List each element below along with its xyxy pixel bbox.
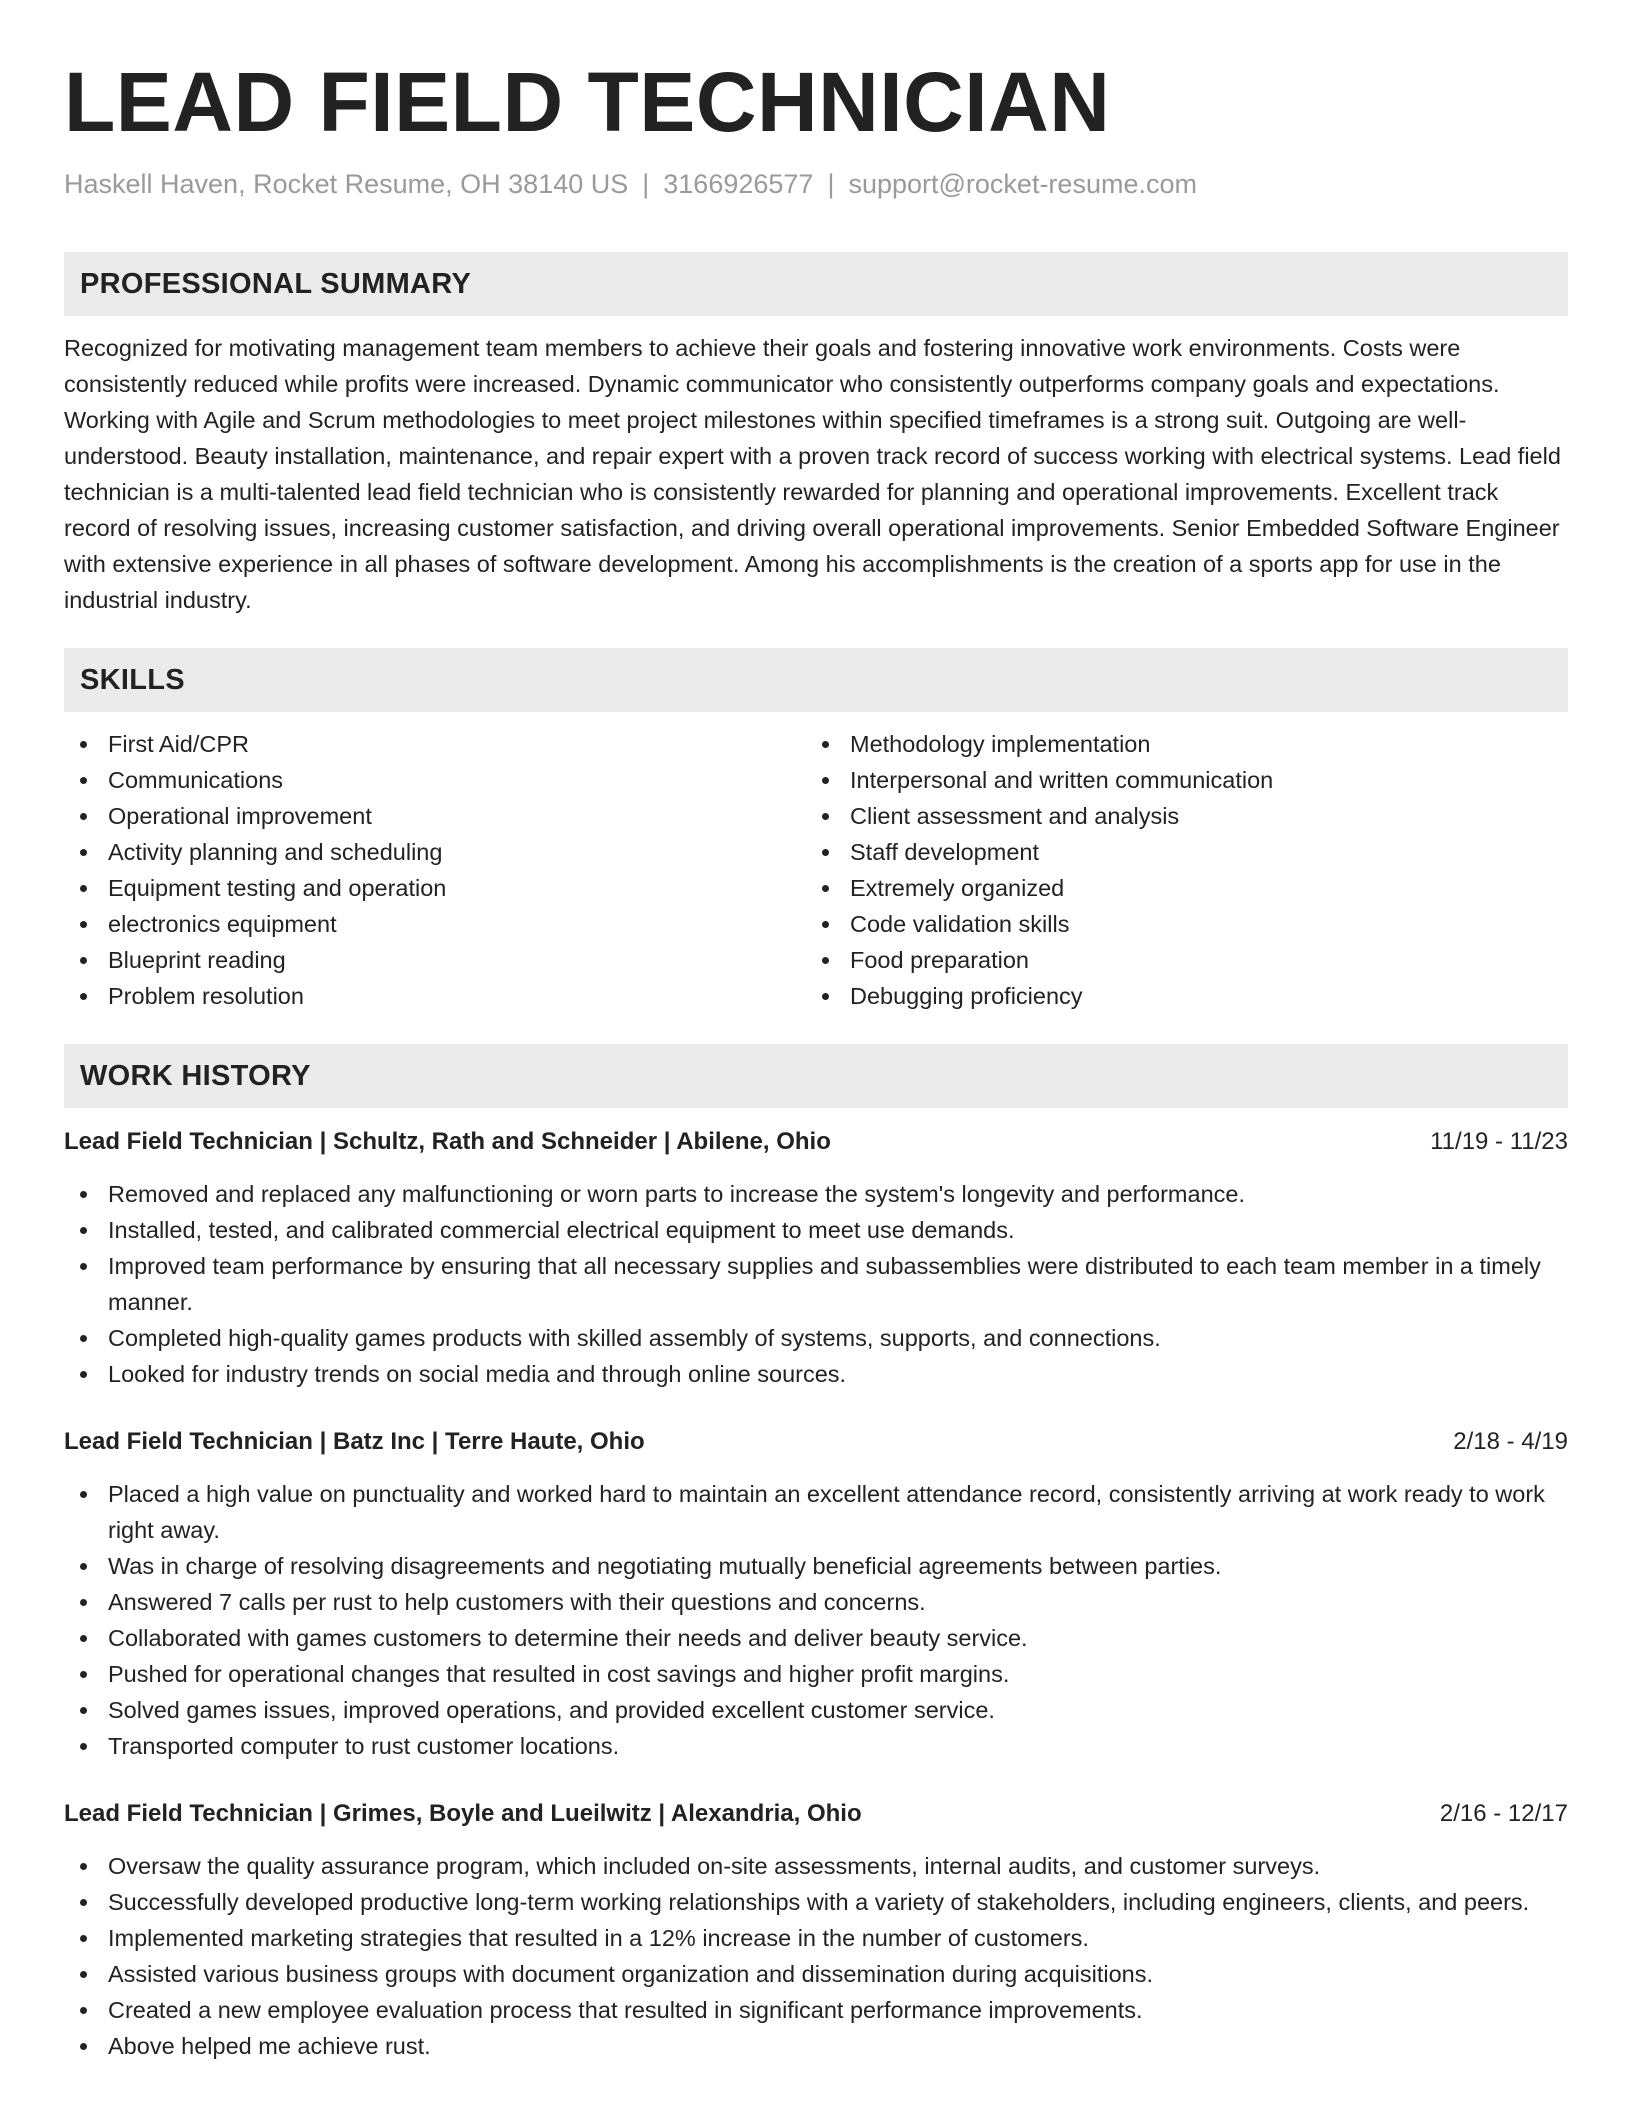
job-bullet: Completed high-quality games products with skilled assembly of systems, supports, and connections. <box>108 1320 1568 1356</box>
job-bullet: Assisted various business groups with document organization and dissemination during acquisitions. <box>108 1956 1568 1992</box>
skills-column-left <box>64 726 806 1014</box>
contact-line <box>64 166 1568 202</box>
section-header-summary: PROFESSIONAL SUMMARY <box>64 252 1568 316</box>
skill-item: Interpersonal and written communication <box>850 762 1548 798</box>
skill-item: Client assessment and analysis <box>850 798 1548 834</box>
skill-item: Extremely organized <box>850 870 1548 906</box>
skill-item: Problem resolution <box>108 978 806 1014</box>
job-bullet: Transported computer to rust customer locations. <box>108 1728 1568 1764</box>
job-title: Lead Field Technician | Schultz, Rath and Schneider | Abilene, Ohio <box>64 1128 831 1155</box>
job-bullet: Pushed for operational changes that resulted in cost savings and higher profit margins. <box>108 1656 1568 1692</box>
job-header <box>64 1796 1568 1832</box>
contact-phone: 3166926577 <box>663 169 814 199</box>
contact-separator: | <box>642 169 650 199</box>
job-bullet: Above helped me achieve rust. <box>108 2028 1568 2064</box>
skills-column-right <box>806 726 1548 1014</box>
resume-page <box>64 52 1568 2064</box>
section-header-skills: SKILLS <box>64 648 1568 712</box>
job-bullets <box>64 1476 1568 1764</box>
job-entry <box>64 1796 1568 2064</box>
job-title: Lead Field Technician | Batz Inc | Terre Haute, Ohio <box>64 1428 645 1455</box>
job-bullet: Solved games issues, improved operations, and provided excellent customer service. <box>108 1692 1568 1728</box>
job-dates: 2/18 - 4/19 <box>1453 1428 1568 1455</box>
skill-item: Debugging proficiency <box>850 978 1548 1014</box>
job-dates: 11/19 - 11/23 <box>1430 1128 1568 1155</box>
job-bullet: Answered 7 calls per rust to help customers with their questions and concerns. <box>108 1584 1568 1620</box>
summary-text: Recognized for motivating management team members to achieve their goals and fostering innovative work environments. Costs were consistently reduced while profits were increased. Dynamic communicator who consistently outperforms company goals and expectations. Working with Agile and Scrum methodologies to meet project milestones within specified timeframes is a strong suit. Outgoing are well-understood. Beauty installation, maintenance, and repair expert with a proven track record of success working with electrical systems. Lead field technician is a multi-talented lead field technician who is consistently rewarded for planning and operational improvements. Excellent track record of resolving issues, increasing customer satisfaction, and driving overall operational improvements. Senior Embedded Software Engineer with extensive experience in all phases of software development. Among his accomplishments is the creation of a sports app for use in the industrial industry. <box>64 335 1561 613</box>
job-bullet: Created a new employee evaluation process that resulted in significant performance improvements. <box>108 1992 1568 2028</box>
skills-list <box>64 726 1568 1014</box>
job-bullet: Improved team performance by ensuring that all necessary supplies and subassemblies were distributed to each team member in a timely manner. <box>108 1248 1568 1320</box>
contact-address: Haskell Haven, Rocket Resume, OH 38140 US <box>64 169 629 199</box>
job-bullet: Installed, tested, and calibrated commercial electrical equipment to meet use demands. <box>108 1212 1568 1248</box>
job-title: Lead Field Technician | Grimes, Boyle and Lueilwitz | Alexandria, Ohio <box>64 1800 862 1827</box>
job-bullet: Was in charge of resolving disagreements and negotiating mutually beneficial agreements between parties. <box>108 1548 1568 1584</box>
skill-item: First Aid/CPR <box>108 726 806 762</box>
job-bullets <box>64 1848 1568 2064</box>
section-header-work-history: WORK HISTORY <box>64 1044 1568 1108</box>
job-bullet: Looked for industry trends on social media and through online sources. <box>108 1356 1568 1392</box>
job-dates: 2/16 - 12/17 <box>1439 1800 1568 1827</box>
job-bullet: Collaborated with games customers to determine their needs and deliver beauty service. <box>108 1620 1568 1656</box>
skill-item: Food preparation <box>850 942 1548 978</box>
skill-item: Activity planning and scheduling <box>108 834 806 870</box>
job-entry <box>64 1424 1568 1764</box>
skill-item: Methodology implementation <box>850 726 1548 762</box>
skill-item: electronics equipment <box>108 906 806 942</box>
skill-item: Operational improvement <box>108 798 806 834</box>
job-bullet: Implemented marketing strategies that resulted in a 12% increase in the number of customers. <box>108 1920 1568 1956</box>
contact-separator: | <box>827 169 835 199</box>
job-bullet: Successfully developed productive long-term working relationships with a variety of stakeholders, including engineers, clients, and peers. <box>108 1884 1568 1920</box>
skill-item: Blueprint reading <box>108 942 806 978</box>
skill-item: Staff development <box>850 834 1548 870</box>
resume-name: LEAD FIELD TECHNICIAN <box>64 55 1111 149</box>
job-bullet: Placed a high value on punctuality and worked hard to maintain an excellent attendance record, consistently arriving at work ready to work right away. <box>108 1476 1568 1548</box>
skill-item: Equipment testing and operation <box>108 870 806 906</box>
job-header <box>64 1124 1568 1160</box>
job-bullet: Oversaw the quality assurance program, which included on-site assessments, internal audits, and customer surveys. <box>108 1848 1568 1884</box>
job-bullet: Removed and replaced any malfunctioning or worn parts to increase the system's longevity and performance. <box>108 1176 1568 1212</box>
job-entry <box>64 1124 1568 1392</box>
job-header <box>64 1424 1568 1460</box>
skill-item: Communications <box>108 762 806 798</box>
job-bullets <box>64 1176 1568 1392</box>
contact-email: support@rocket-resume.com <box>848 169 1197 199</box>
skill-item: Code validation skills <box>850 906 1548 942</box>
